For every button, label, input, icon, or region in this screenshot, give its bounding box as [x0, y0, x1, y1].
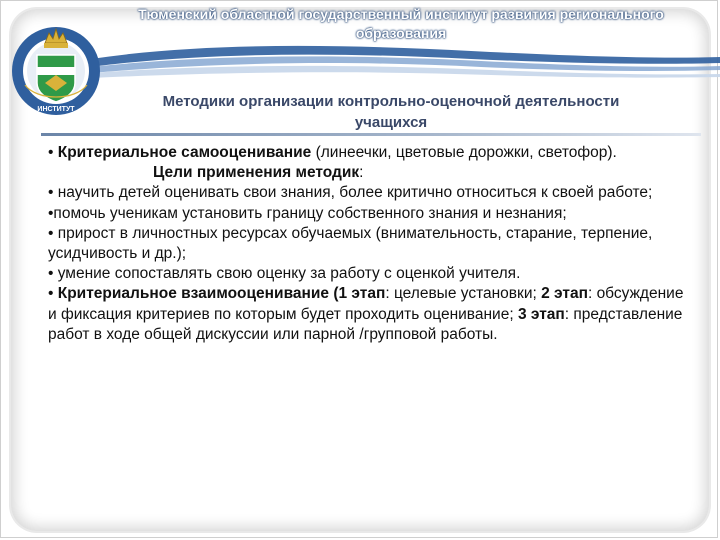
- goals-heading: [48, 163, 688, 183]
- slide-body: [48, 143, 688, 345]
- goal-item: • научить детей оценивать свои знания, более критично относиться к своей работе;: [48, 184, 653, 202]
- stage-3-description: : представление работ в ходе общей дискуссии или парной /групповой работы.: [48, 305, 683, 343]
- goals-heading-colon: :: [359, 164, 364, 182]
- self-assessment-description: (линеечки, цветовые дорожки, светофор).: [311, 144, 617, 161]
- goal-item: • умение сопоставлять свою оценку за работу с оценкой учителя.: [48, 265, 521, 283]
- peer-assessment-term: Критериальное взаимооценивание (1 этап: [57, 285, 386, 303]
- goal-item: • прирост в личностных ресурсах обучаемых (внимательность, старание, терпение, усидчивость и др.);: [48, 224, 653, 263]
- title-divider: [41, 133, 701, 136]
- goal-item: •помочь ученикам установить границу собственного знания и незнания;: [48, 204, 567, 222]
- institute-emblem-logo: [7, 3, 105, 125]
- list-item-peer-assessment: [48, 284, 688, 345]
- stage-1-description: : целевые установки;: [385, 285, 542, 303]
- bullet-marker: •: [48, 144, 58, 161]
- stage-2-label: 2 этап: [541, 285, 588, 303]
- stage-2-description: : обсуждение и фиксация критериев по которым будет проходить оценивание;: [48, 285, 684, 323]
- slide-title: Методики организации контрольно-оценочной деятельности учащихся: [162, 93, 620, 131]
- list-item-self-assessment: [48, 143, 688, 163]
- stage-3-label: 3 этап: [517, 305, 565, 323]
- goals-heading-term: Цели применения методик: [153, 164, 360, 182]
- institute-name-header: Тюменский областной государственный институт развития регионального образования: [138, 6, 664, 41]
- self-assessment-term: Критериальное самооценивание: [57, 144, 312, 161]
- bullet-marker: •: [48, 285, 58, 303]
- emblem-text: ИНСТИТУТ: [37, 106, 75, 113]
